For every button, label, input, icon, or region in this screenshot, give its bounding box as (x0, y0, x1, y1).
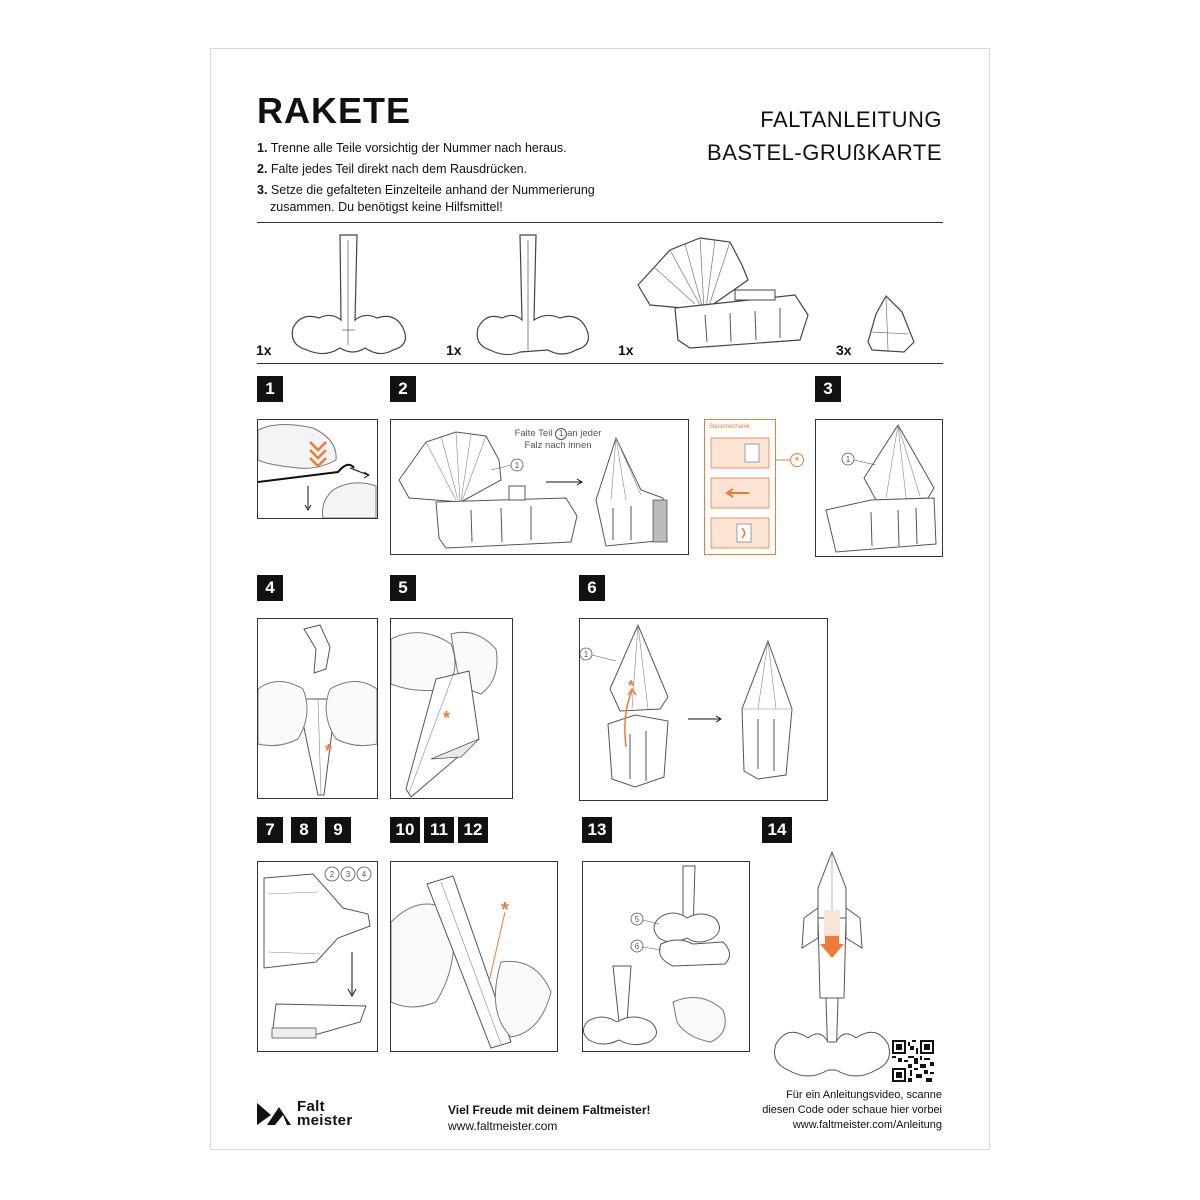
step-badge-9: 9 (325, 817, 351, 843)
svg-text:*: * (443, 708, 451, 728)
step-2-panel (390, 419, 689, 555)
step-badge-3: 3 (815, 376, 841, 402)
brand-logo (257, 1100, 352, 1128)
callout-1: 1 (514, 461, 520, 470)
footer-greeting (448, 1102, 651, 1134)
step-badge-13: 13 (582, 817, 612, 843)
plug-mechanism-inset (704, 419, 776, 555)
part-rocket-body-illustration (630, 230, 815, 358)
instruction-list (257, 140, 657, 216)
page-title: RAKETE (257, 90, 412, 131)
step-badge-11: 11 (424, 817, 454, 843)
part-count: 1x (618, 342, 634, 358)
website-link[interactable]: www.faltmeister.com (448, 1119, 558, 1133)
step-badge-2: 2 (390, 376, 416, 402)
step-badge-7: 7 (257, 817, 283, 843)
step-3-panel (815, 419, 943, 557)
parts-divider (257, 363, 943, 364)
step-1-panel (257, 419, 378, 519)
subtitle-line-1: FALTANLEITUNG (760, 107, 942, 132)
plug-mechanism-label: Steckmechanik (709, 424, 750, 430)
step-badge-8: 8 (291, 817, 317, 843)
instruction-item: 3. Setze die gefalteten Einzelteile anhand der Nummerierung (257, 183, 595, 197)
svg-text:*: * (501, 899, 509, 921)
qr-code-icon[interactable] (892, 1040, 934, 1087)
svg-text:*: * (794, 454, 800, 468)
instruction-item: 2. Falte jedes Teil direkt nach dem Rausdrücken. (257, 162, 528, 176)
step-5-panel (390, 618, 513, 799)
video-info-line-2: diesen Code oder schaue hier vorbei (762, 1104, 942, 1116)
callout-3: 3 (345, 870, 351, 879)
step-badge-6: 6 (579, 575, 605, 601)
step-badge-5: 5 (390, 575, 416, 601)
plug-mechanism-connector (776, 450, 806, 475)
step-2-note: Falte Teil 1 an jeder Falz nach innen (514, 428, 602, 451)
subtitle-line-2: BASTEL-GRUßKARTE (707, 140, 942, 165)
svg-text:*: * (325, 741, 333, 761)
step-badge-10: 10 (390, 817, 420, 843)
video-info-line-1: Für ein Anleitungsvideo, scanne (786, 1089, 942, 1101)
part-stand-b-illustration (470, 230, 600, 358)
callout-4: 4 (361, 870, 367, 879)
step-4-panel (257, 618, 378, 799)
callout-1: 1 (583, 650, 589, 659)
step-badge-12: 12 (458, 817, 488, 843)
footer-video-info (762, 1088, 942, 1133)
step-badge-4: 4 (257, 575, 283, 601)
svg-text:*: * (628, 678, 635, 695)
callout-5: 5 (634, 915, 640, 924)
part-stand-a-illustration (285, 230, 415, 358)
header-divider (257, 222, 943, 223)
part-count: 1x (256, 342, 272, 358)
callout-6: 6 (634, 942, 640, 951)
greeting-text: Viel Freude mit deinem Faltmeister! (448, 1103, 651, 1117)
step-badge-14: 14 (762, 817, 792, 843)
callout-1: 1 (845, 455, 851, 464)
part-fin-illustration (866, 292, 916, 358)
video-link[interactable]: www.faltmeister.com/Anleitung (792, 1119, 942, 1131)
part-count: 3x (836, 342, 852, 358)
step-10-12-panel (390, 861, 558, 1052)
brand-name: Falt meister (297, 1098, 353, 1129)
subtitle (707, 103, 942, 169)
step-badge-1: 1 (257, 376, 283, 402)
instruction-item-cont: zusammen. Du benötigst keine Hilfsmittel! (270, 200, 503, 214)
brand-logo-icon (257, 1101, 293, 1127)
step-14-final-rocket-illustration (772, 848, 892, 1088)
callout-2: 2 (329, 870, 335, 879)
step-13-panel (582, 861, 750, 1052)
part-count: 1x (446, 342, 462, 358)
instruction-item: 1. Trenne alle Teile vorsichtig der Nummer nach heraus. (257, 141, 567, 155)
step-6-panel (579, 618, 828, 801)
step-7-9-panel (257, 861, 378, 1052)
